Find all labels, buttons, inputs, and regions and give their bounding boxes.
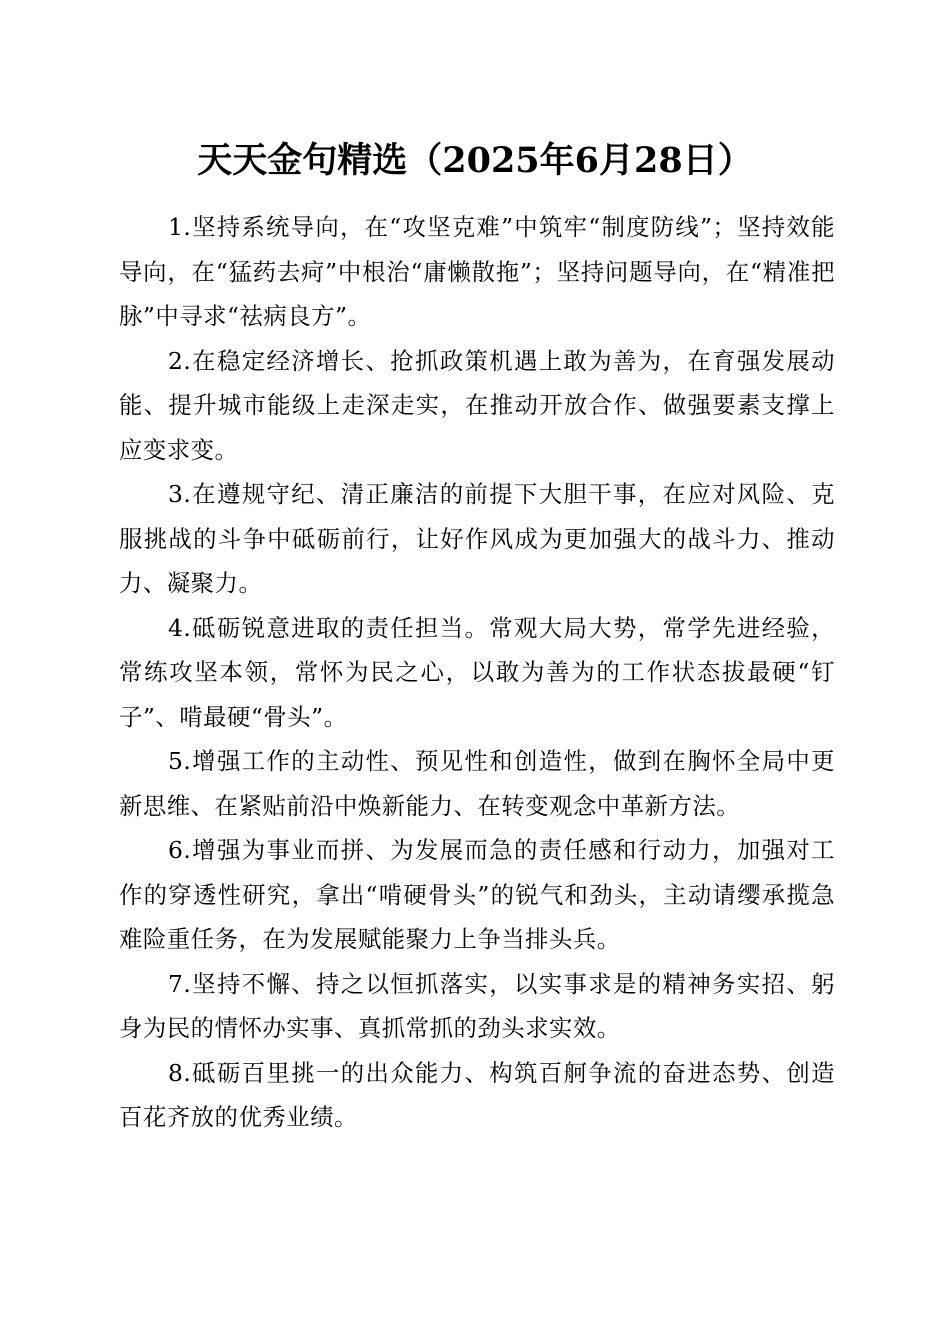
paragraph-6: 6.增强为事业而拼、为发展而急的责任感和行动力，加强对工作的穿透性研究，拿出“啃硬骨头”的锐气和劲头，主动请缨承揽急难险重任务，在为发展赋能聚力上争当排头兵。: [119, 836, 835, 953]
paragraph-8: 8.砥砺百里挑一的出众能力、构筑百舸争流的奋进态势、创造百花齐放的优秀业绩。: [119, 1058, 835, 1131]
page-title: 天天金句精选（2025年6月28日）: [197, 140, 753, 181]
paragraph-3: 3.在遵规守纪、清正廉洁的前提下大胆干事，在应对风险、克服挑战的斗争中砥砺前行，让好作风成为更加强大的战斗力、推动力、凝聚力。: [119, 480, 835, 597]
paragraph-1: 1.坚持系统导向，在“攻坚克难”中筑牢“制度防线”；坚持效能导向，在“猛药去疴”中根治“庸懒散拖”；坚持问题导向，在“精准把脉”中寻求“祛病良方”。: [119, 213, 835, 330]
paragraph-2: 2.在稳定经济增长、抢抓政策机遇上敢为善为，在育强发展动能、提升城市能级上走深走实，在推动开放合作、做强要素支撑上应变求变。: [119, 346, 835, 464]
paragraph-4: 4.砥砺锐意进取的责任担当。常观大局大势，常学先进经验，常练攻坚本领，常怀为民之心，以敢为善为的工作状态拔最硬“钉子”、啃最硬“骨头”。: [119, 613, 835, 731]
paragraph-5: 5.增强工作的主动性、预见性和创造性，做到在胸怀全局中更新思维、在紧贴前沿中焕新能力、在转变观念中革新方法。: [119, 747, 835, 820]
document-body: [119, 205, 835, 1140]
paragraph-7: 7.坚持不懈、持之以恒抓落实，以实事求是的精神务实招、躬身为民的情怀办实事、真抓常抓的劲头求实效。: [119, 969, 835, 1042]
